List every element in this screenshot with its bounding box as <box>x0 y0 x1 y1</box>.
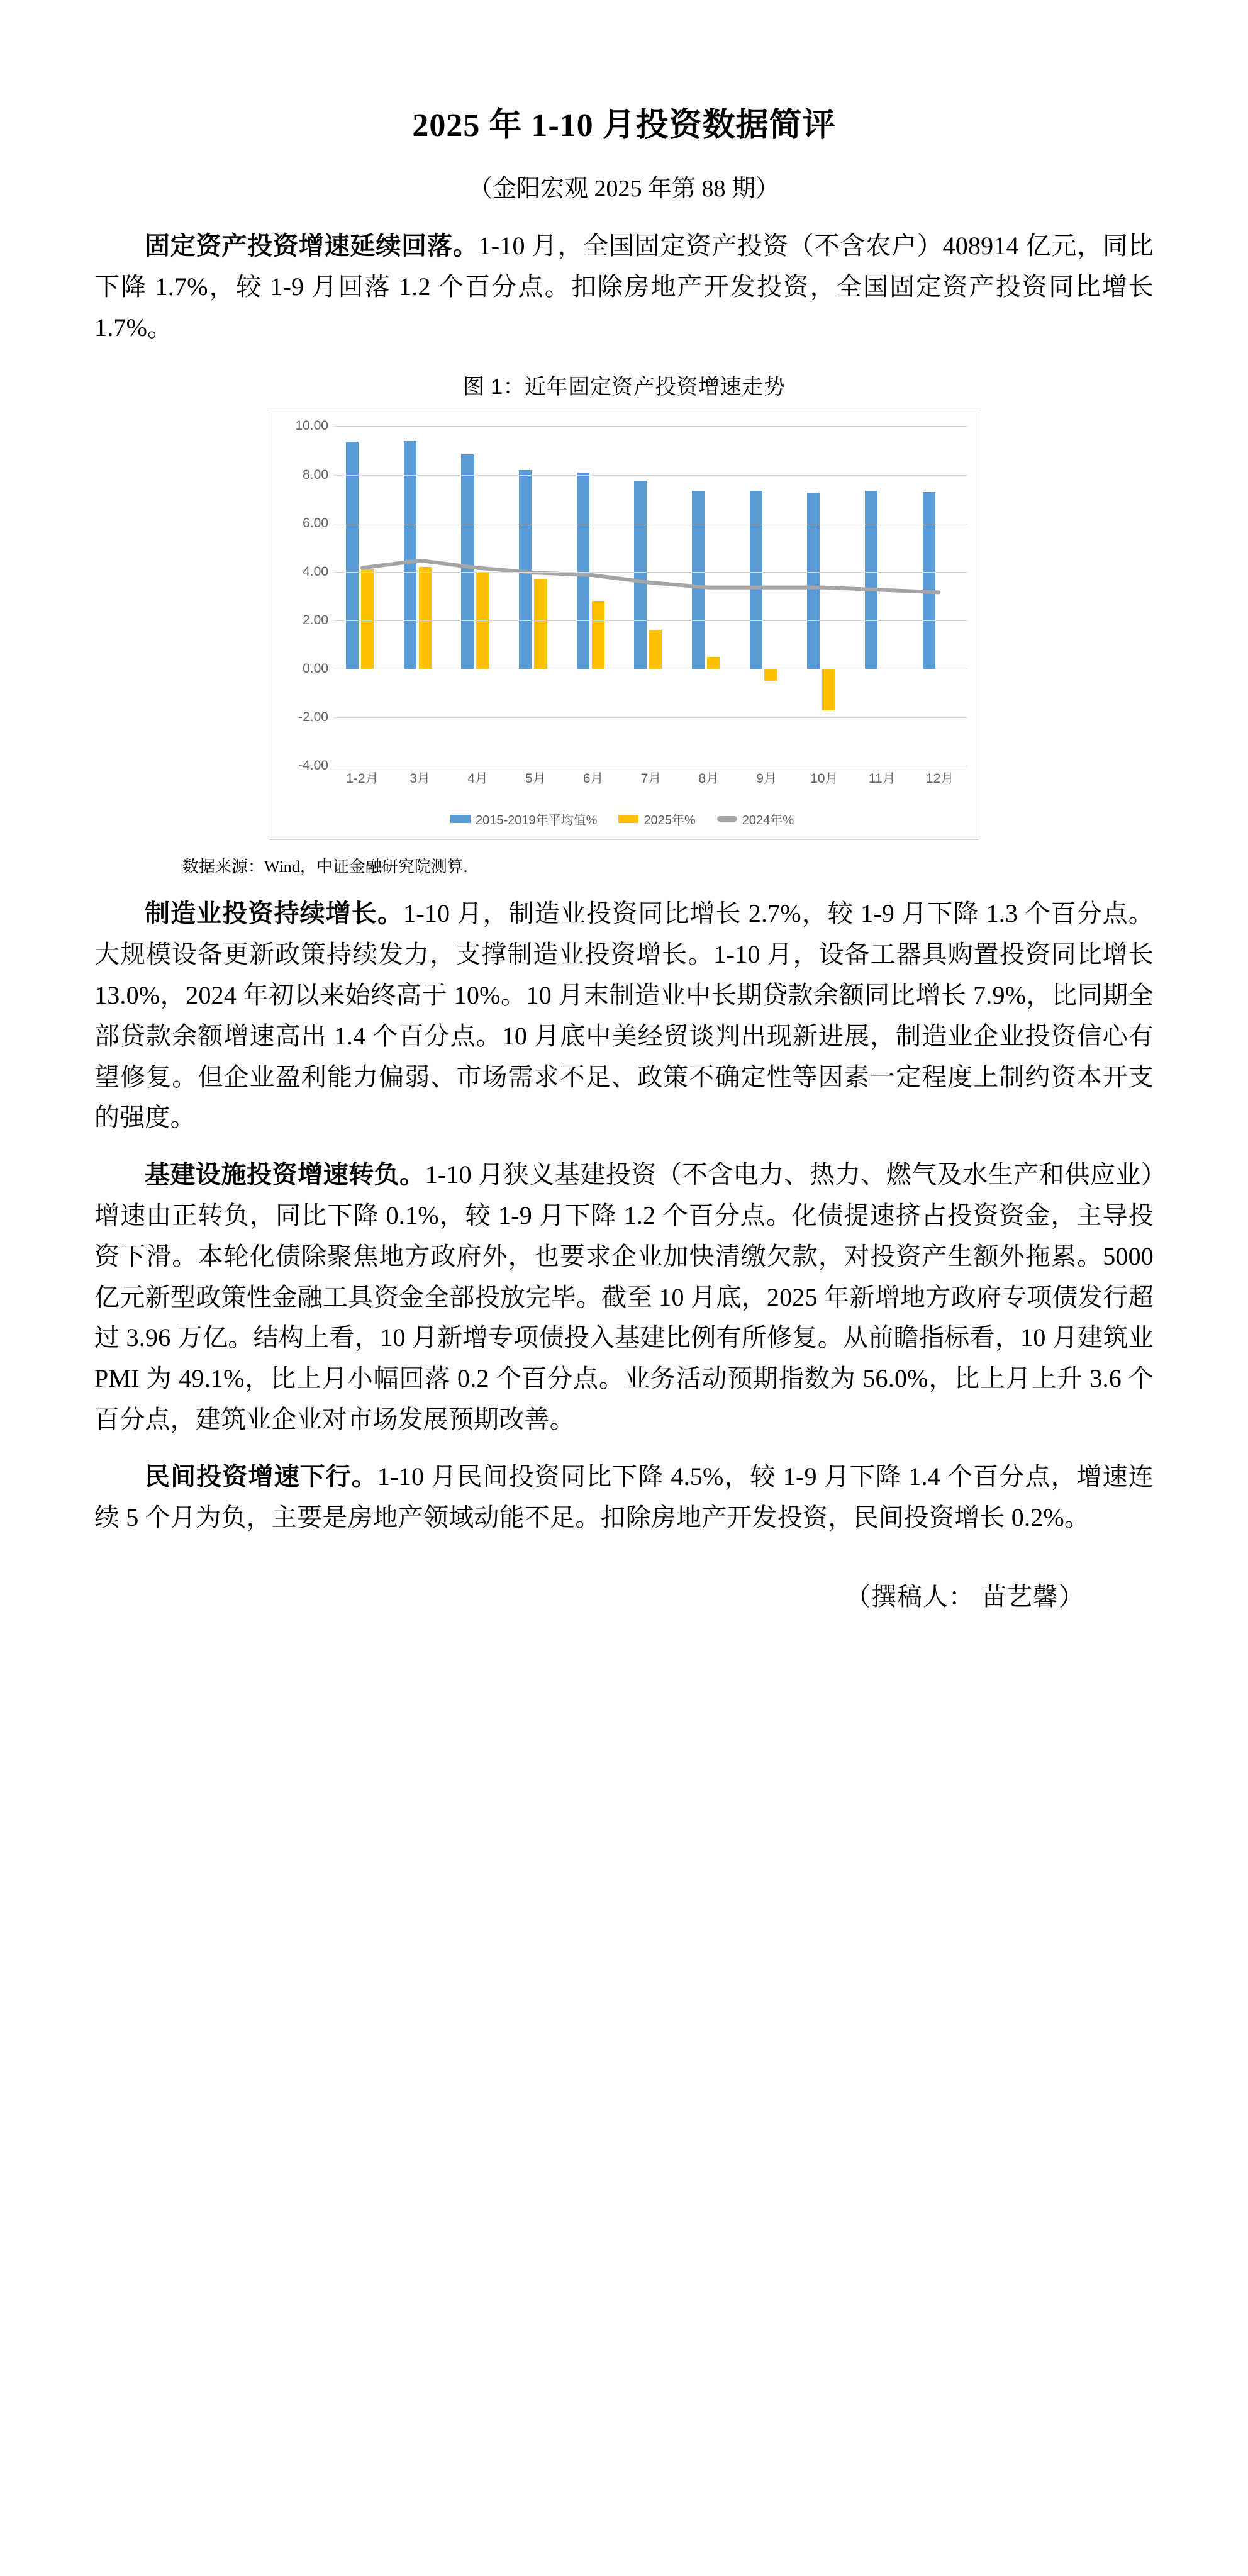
figure-source-note: 数据来源：Wind，中证金融研究院测算. <box>182 858 468 876</box>
paragraph-lead: 民间投资增速下行。 <box>145 1462 378 1491</box>
chart-x-tick-label: 4月 <box>467 771 488 787</box>
chart-x-tick-label: 5月 <box>525 771 546 787</box>
chart-y-tick-label: 8.00 <box>303 467 328 482</box>
chart-y-tick-label: 10.00 <box>295 418 328 434</box>
chart-y-tick-label: 2.00 <box>303 612 328 627</box>
chart-x-tick-label: 6月 <box>582 771 604 787</box>
paragraph-lead: 制造业投资持续增长。 <box>145 899 404 928</box>
chart-legend-item[interactable] <box>618 810 695 828</box>
author-signature: （撰稿人： 苗艺馨） <box>845 1582 1084 1611</box>
chart-y-tick-label: 4.00 <box>303 564 328 579</box>
figure-1 <box>94 369 1154 877</box>
chart-x-tick-label: 7月 <box>640 771 662 787</box>
figure-title: 图 1：近年固定资产投资增速走势 <box>462 375 786 400</box>
chart-x-tick-label: 1-2月 <box>346 771 379 787</box>
chart-gridline <box>333 717 967 718</box>
chart-line-series <box>362 561 939 593</box>
chart-y-tick-label: 0.00 <box>303 661 328 676</box>
chart-gridline <box>333 572 967 573</box>
paragraph-infrastructure-investment <box>94 1155 1154 1440</box>
chart-grid <box>333 426 967 766</box>
chart-legend-label: 2025年% <box>644 814 696 828</box>
chart-x-axis <box>333 766 969 793</box>
chart-legend-swatch <box>618 815 638 823</box>
chart-legend-label: 2015-2019年平均值% <box>476 814 598 828</box>
chart-x-tick-label: 9月 <box>756 771 777 787</box>
chart-x-tick-label: 12月 <box>925 771 954 787</box>
paragraph-private-investment <box>94 1457 1154 1538</box>
paragraph-lead: 固定资产投资增速延续回落。 <box>145 231 479 260</box>
chart-legend <box>276 810 969 833</box>
page-title: 2025 年 1-10 月投资数据简评 <box>412 108 836 143</box>
chart-legend-swatch <box>450 815 471 823</box>
paragraph-body: 1-10 月民间投资同比下降 4.5%，较 1-9 月下降 1.4 个百分点，增速连续 5 个月为负，主要是房地产领域动能不足。扣除房地产开发投资，民间投资增长 0.2%。 <box>94 1462 1154 1532</box>
paragraph-body: 1-10 月，全国固定资产投资（不含农户）408914 亿元，同比下降 1.7%，较 1-9 月回落 1.2 个百分点。扣除房地产开发投资，全国固定资产投资同比增长 1.7%。 <box>94 231 1154 342</box>
paragraph-body: 1-10 月，制造业投资同比增长 2.7%，较 1-9 月下降 1.3 个百分点。大规模设备更新政策持续发力，支撑制造业投资增长。1-10 月，设备工器具购置投资同比增长 13.0%，2024 年初以来始终高于 10%。10 月末制造业中长期贷款余额同比增长 7.9%，比同期全部贷款余额增速高出 1.4 个百分点。10 月底中美经贸谈判出现新进展，制造业企业投资信心有望修复。但企业盈利能力偏弱、市场需求不足、政策不确定性等因素一定程度上制约资本开支的强度。 <box>94 899 1154 1132</box>
paragraph-fixed-asset-investment <box>94 226 1154 348</box>
page-subtitle: （金阳宏观 2025 年第 88 期） <box>468 175 779 202</box>
paragraph-lead: 基建设施投资增速转负。 <box>145 1160 425 1189</box>
chart-x-tick-label: 10月 <box>810 771 838 787</box>
chart-legend-label: 2024年% <box>742 814 794 828</box>
chart-gridline <box>333 426 967 427</box>
chart-gridline <box>333 620 967 621</box>
chart-x-tick-label: 8月 <box>698 771 720 787</box>
chart-x-tick-label: 3月 <box>410 771 431 787</box>
chart-y-tick-label: 6.00 <box>303 515 328 530</box>
chart-y-axis <box>276 418 333 773</box>
chart-y-tick-label: -2.00 <box>298 710 328 725</box>
chart-container <box>269 412 979 840</box>
chart-legend-swatch <box>717 816 737 822</box>
paragraph-body: 1-10 月狭义基建投资（不含电力、热力、燃气及水生产和供应业）增速由正转负，同比下降 0.1%，较 1-9 月下降 1.2 个百分点。化债提速挤占投资资金，主导投资下滑。本轮化债除聚焦地方政府外，也要求企业加快清缴欠款，对投资产生额外拖累。5000 亿元新型政策性金融工具资金全部投放完毕。截至 10 月底，2025 年新增地方政府专项债发行超过 3.96 万亿。结构上看，10 月新增专项债投入基建比例有所修复。从前瞻指标看，10 月建筑业 PMI 为 49.1%，比上月小幅回落 0.2 个百分点。业务活动预期指数为 56.0%，比上月上升 3.6 个百分点，建筑业企业对市场发展预期改善。 <box>94 1160 1154 1433</box>
chart-x-tick-label: 11月 <box>868 771 896 787</box>
chart-legend-item[interactable] <box>717 810 794 828</box>
chart-y-tick-label: -4.00 <box>298 758 328 773</box>
chart-legend-item[interactable] <box>450 810 597 828</box>
paragraph-manufacturing-investment <box>94 893 1154 1138</box>
chart-gridline <box>333 475 967 476</box>
chart-plot-area <box>276 418 969 773</box>
